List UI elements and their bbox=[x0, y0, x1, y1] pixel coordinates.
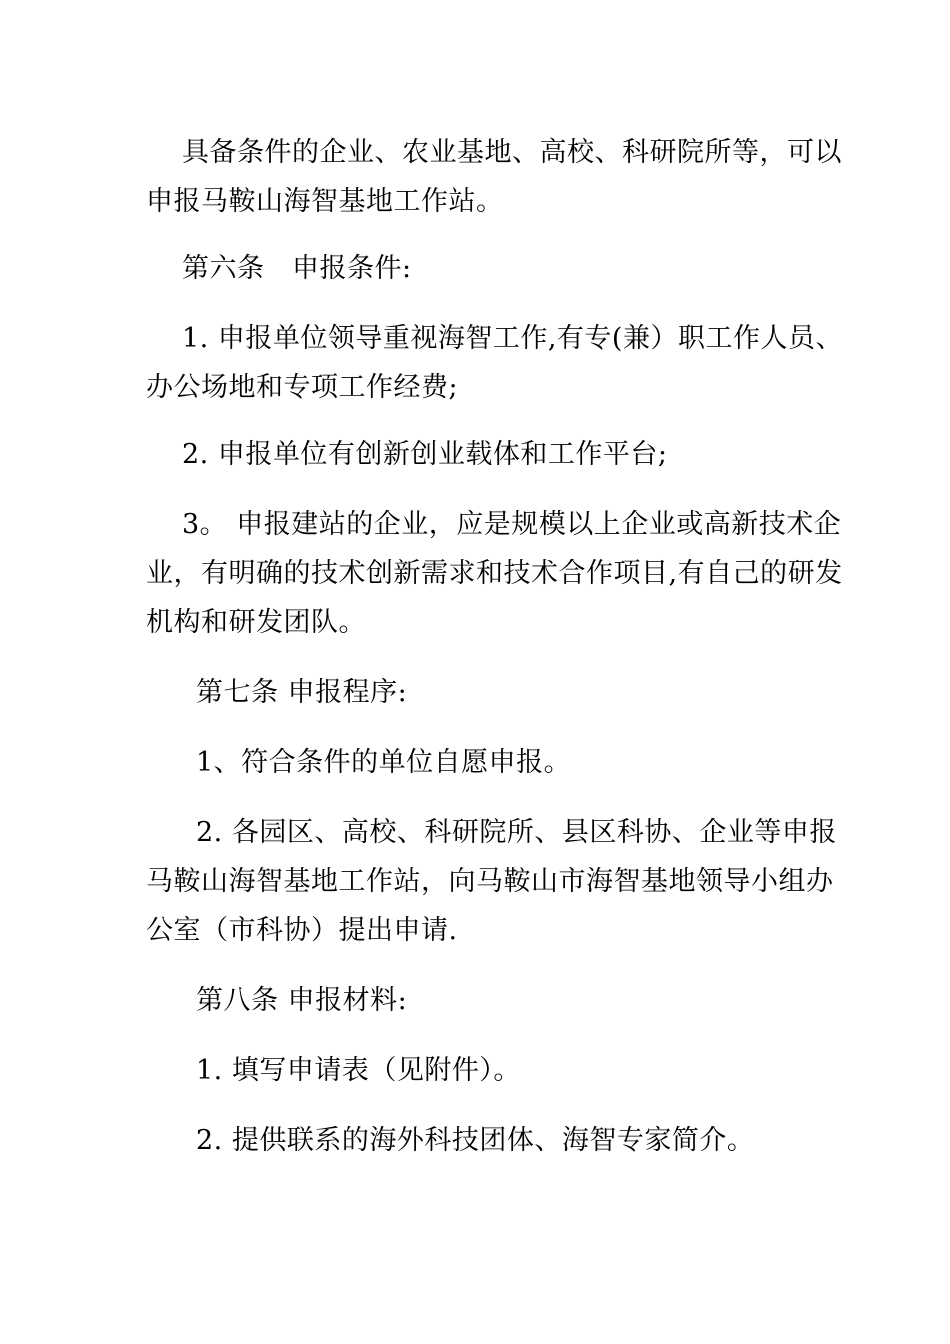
text-line: 3。 申报建站的企业，应是规模以上企业或高新技术企 bbox=[182, 509, 842, 540]
text-line: 1. 申报单位领导重视海智工作,有专(兼）职工作人员、 bbox=[182, 323, 843, 354]
text-line: 2. 申报单位有创新创业载体和工作平台; bbox=[182, 439, 668, 470]
text-line: 2. 各园区、高校、科研院所、县区科协、企业等申报 bbox=[196, 817, 837, 848]
text-line: 1. 填写申请表（见附件）。 bbox=[196, 1055, 521, 1086]
article-6-heading bbox=[146, 244, 806, 293]
article-7-heading bbox=[146, 668, 806, 717]
text-line: 业，有明确的技术创新需求和技术合作项目,有自己的研发 bbox=[146, 558, 843, 589]
material-item-1 bbox=[146, 1046, 806, 1095]
text-line: 马鞍山海智基地工作站，向马鞍山市海智基地领导小组办 bbox=[146, 866, 834, 897]
text-line: 申报马鞍山海智基地工作站。 bbox=[146, 186, 504, 217]
text-line: 办公场地和专项工作经费; bbox=[146, 372, 459, 403]
text-line: 第六条 申报条件: bbox=[182, 253, 412, 284]
text-line: 公室（市科协）提出申请. bbox=[146, 915, 458, 946]
text-line: 第八条 申报材料: bbox=[196, 985, 408, 1016]
text-line: 2. 提供联系的海外科技团体、海智专家简介。 bbox=[196, 1125, 755, 1156]
article-8-heading bbox=[146, 976, 806, 1025]
procedure-item-1 bbox=[146, 738, 806, 787]
text-line: 第七条 申报程序: bbox=[196, 677, 408, 708]
condition-item-1 bbox=[146, 314, 843, 412]
text-line: 1、符合条件的单位自愿申报。 bbox=[196, 747, 572, 778]
text-line: 机构和研发团队。 bbox=[146, 607, 366, 638]
text-line: 具备条件的企业、农业基地、高校、科研院所等，可以 bbox=[182, 137, 842, 168]
material-item-2 bbox=[146, 1116, 806, 1165]
paragraph-eligible-units bbox=[146, 128, 842, 226]
condition-item-2 bbox=[146, 430, 806, 479]
procedure-item-2 bbox=[146, 808, 837, 955]
condition-item-3 bbox=[146, 500, 843, 647]
